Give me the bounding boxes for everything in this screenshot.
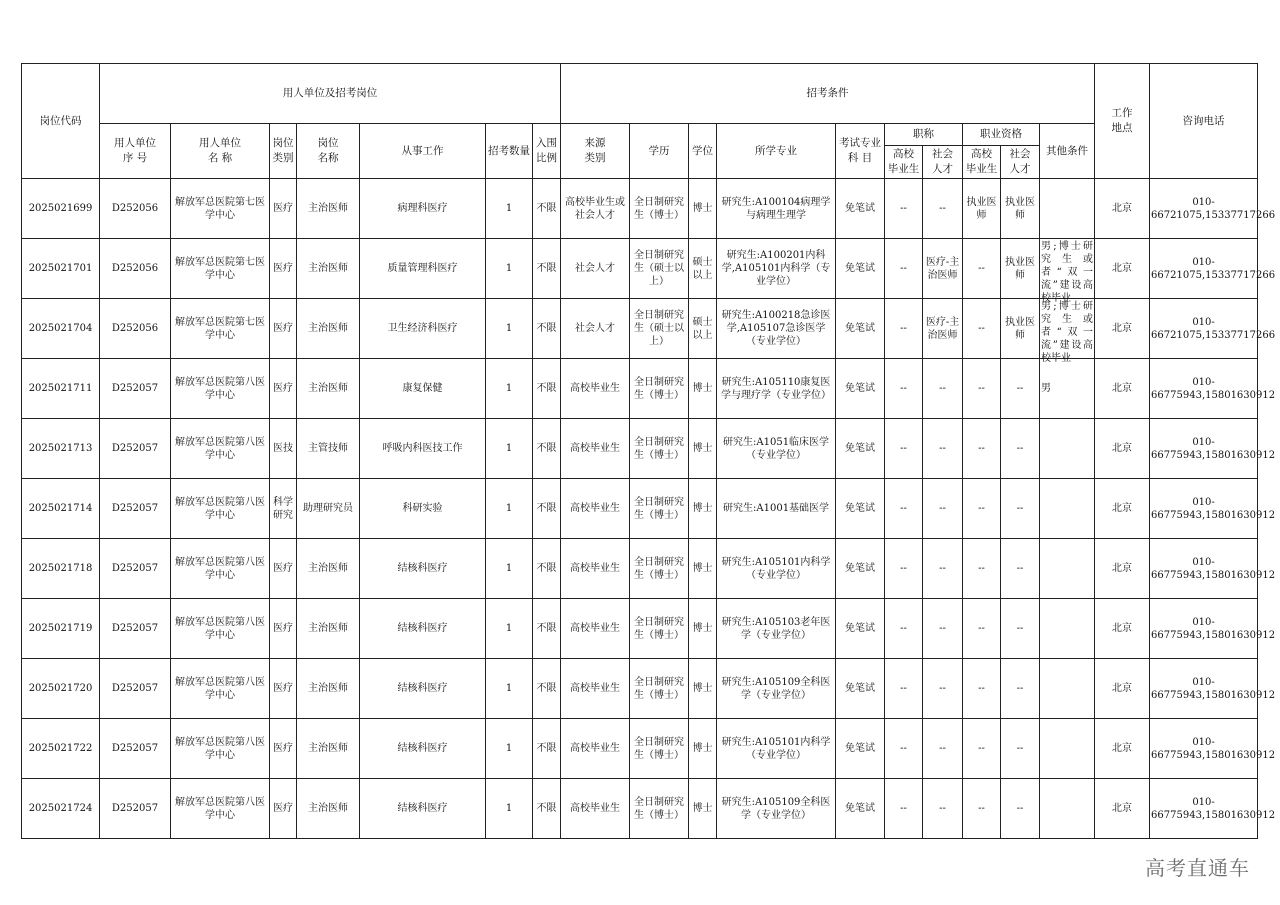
cell-unit-name: 解放军总医院第七医学中心 [171, 239, 270, 299]
header-conditions-group: 招考条件 [561, 64, 1095, 124]
table-row [22, 179, 1258, 239]
table-row [22, 359, 1258, 419]
cell-source: 高校毕业生 [561, 539, 630, 599]
cell-title-social: -- [923, 779, 963, 839]
cell-other [1040, 419, 1095, 479]
table-row [22, 479, 1258, 539]
cell-title-grad: -- [885, 599, 923, 659]
cell-post-type: 科学研究 [270, 479, 297, 539]
table-row [22, 599, 1258, 659]
cell-title-grad: -- [885, 299, 923, 359]
cell-other [1040, 599, 1095, 659]
cell-count: 1 [486, 239, 533, 299]
cell-qual-social: -- [1001, 539, 1040, 599]
cell-post-type: 医疗 [270, 719, 297, 779]
cell-exam: 免笔试 [836, 299, 885, 359]
cell-unit-seq: D252056 [100, 179, 171, 239]
recruitment-table [21, 63, 1276, 839]
cell-title-social: -- [923, 539, 963, 599]
cell-title-grad: -- [885, 239, 923, 299]
cell-post-name: 主治医师 [297, 359, 360, 419]
cell-unit-name: 解放军总医院第八医学中心 [171, 779, 270, 839]
cell-degree: 博士 [689, 539, 717, 599]
header-exam: 考试专业 科 目 [836, 124, 885, 179]
header-location: 工作 地点 [1095, 64, 1150, 179]
cell-qual-grad: -- [963, 779, 1001, 839]
table-row [22, 299, 1258, 359]
cell-work: 结核科医疗 [360, 779, 486, 839]
cell-unit-name: 解放军总医院第八医学中心 [171, 419, 270, 479]
cell-qual-social: -- [1001, 359, 1040, 419]
cell-location: 北京 [1095, 419, 1150, 479]
header-post-code: 岗位代码 [22, 64, 100, 179]
cell-phone: 010-66775943,15801630912 [1150, 419, 1258, 479]
header-unit-name: 用人单位 名 称 [171, 124, 270, 179]
cell-post-type: 医疗 [270, 179, 297, 239]
cell-source: 高校毕业生 [561, 779, 630, 839]
header-phone: 咨询电话 [1150, 64, 1258, 179]
cell-unit-seq: D252057 [100, 719, 171, 779]
cell-qual-social: -- [1001, 419, 1040, 479]
cell-other [1040, 239, 1095, 304]
cell-source: 高校毕业生 [561, 719, 630, 779]
cell-major: 研究生:A100201内科学,A105101内科学（专业学位） [717, 239, 836, 299]
cell-work: 呼吸内科医技工作 [360, 419, 486, 479]
cell-post-code: 2025021724 [22, 779, 100, 839]
cell-post-code: 2025021701 [22, 239, 100, 299]
cell-unit-name: 解放军总医院第七医学中心 [171, 299, 270, 359]
cell-count: 1 [486, 599, 533, 659]
cell-source: 社会人才 [561, 239, 630, 299]
cell-exam: 免笔试 [836, 659, 885, 719]
cell-education: 全日制研究生（博士） [630, 179, 689, 239]
cell-work: 结核科医疗 [360, 599, 486, 659]
cell-post-type: 医技 [270, 419, 297, 479]
cell-title-grad: -- [885, 359, 923, 419]
cell-major: 研究生:A105103老年医学（专业学位） [717, 599, 836, 659]
cell-exam: 免笔试 [836, 179, 885, 239]
table-body [22, 179, 1276, 839]
header-ratio: 入围 比例 [533, 124, 561, 179]
cell-other [1040, 719, 1095, 779]
cell-exam: 免笔试 [836, 239, 885, 299]
cell-work: 质量管理科医疗 [360, 239, 486, 299]
cell-location: 北京 [1095, 239, 1150, 299]
cell-exam: 免笔试 [836, 719, 885, 779]
cell-source: 高校毕业生 [561, 659, 630, 719]
cell-post-name: 助理研究员 [297, 479, 360, 539]
cell-major: 研究生:A105109全科医学（专业学位） [717, 779, 836, 839]
cell-exam: 免笔试 [836, 479, 885, 539]
cell-degree: 硕士以上 [689, 239, 717, 299]
cell-location: 北京 [1095, 299, 1150, 359]
cell-work: 病理科医疗 [360, 179, 486, 239]
cell-major: 研究生:A105101内科学（专业学位） [717, 539, 836, 599]
cell-major: 研究生:A100104病理学与病理生理学 [717, 179, 836, 239]
cell-major: 研究生:A105101内科学（专业学位） [717, 719, 836, 779]
recruitment-table-page [21, 63, 1276, 839]
table-row [22, 779, 1258, 839]
cell-location: 北京 [1095, 779, 1150, 839]
header-post-type: 岗位 类别 [270, 124, 297, 179]
cell-unit-name: 解放军总医院第八医学中心 [171, 659, 270, 719]
cell-qual-social: 执业医师 [1001, 239, 1040, 299]
cell-location: 北京 [1095, 539, 1150, 599]
header-education: 学历 [630, 124, 689, 179]
watermark-text: 高考直通车 [1145, 856, 1250, 880]
cell-unit-name: 解放军总医院第八医学中心 [171, 719, 270, 779]
cell-qual-social: -- [1001, 719, 1040, 779]
cell-post-name: 主管技师 [297, 419, 360, 479]
table-row [22, 539, 1258, 599]
cell-other [1040, 299, 1095, 364]
cell-qual-grad: 执业医师 [963, 179, 1001, 239]
cell-other-text: 男;博士研究生或者“双一流”建设高校毕业 [1041, 301, 1094, 364]
cell-education: 全日制研究生（博士） [630, 479, 689, 539]
cell-unit-seq: D252057 [100, 479, 171, 539]
cell-post-code: 2025021718 [22, 539, 100, 599]
cell-qual-social: -- [1001, 659, 1040, 719]
cell-work: 科研实验 [360, 479, 486, 539]
header-unit-seq: 用人单位 序 号 [100, 124, 171, 179]
cell-count: 1 [486, 299, 533, 359]
cell-title-social: -- [923, 419, 963, 479]
cell-qual-social: 执业医师 [1001, 299, 1040, 359]
cell-other [1040, 479, 1095, 539]
cell-ratio: 不限 [533, 359, 561, 419]
cell-education: 全日制研究生（博士） [630, 539, 689, 599]
cell-location: 北京 [1095, 179, 1150, 239]
cell-post-type: 医疗 [270, 779, 297, 839]
cell-ratio: 不限 [533, 179, 561, 239]
cell-exam: 免笔试 [836, 359, 885, 419]
cell-ratio: 不限 [533, 539, 561, 599]
cell-post-type: 医疗 [270, 539, 297, 599]
cell-education: 全日制研究生（博士） [630, 719, 689, 779]
cell-title-grad: -- [885, 779, 923, 839]
cell-major: 研究生:A105110康复医学与理疗学（专业学位） [717, 359, 836, 419]
cell-phone: 010-66775943,15801630912 [1150, 539, 1258, 599]
cell-source: 社会人才 [561, 299, 630, 359]
cell-title-social: -- [923, 599, 963, 659]
cell-education: 全日制研究生（博士） [630, 659, 689, 719]
cell-unit-seq: D252057 [100, 539, 171, 599]
cell-phone: 010-66775943,15801630912 [1150, 359, 1258, 419]
cell-other [1040, 779, 1095, 839]
cell-work: 结核科医疗 [360, 719, 486, 779]
cell-count: 1 [486, 179, 533, 239]
cell-major: 研究生:A100218急诊医学,A105107急诊医学（专业学位） [717, 299, 836, 359]
cell-work: 康复保健 [360, 359, 486, 419]
cell-post-code: 2025021713 [22, 419, 100, 479]
cell-ratio: 不限 [533, 719, 561, 779]
cell-other-text: 男 [1041, 383, 1052, 394]
cell-post-code: 2025021704 [22, 299, 100, 359]
cell-title-social: -- [923, 719, 963, 779]
cell-phone: 010-66775943,15801630912 [1150, 659, 1258, 719]
header-other: 其他条件 [1040, 124, 1095, 179]
header-qual-social: 社会 人才 [1001, 146, 1040, 179]
cell-major: 研究生:A1051临床医学（专业学位） [717, 419, 836, 479]
cell-phone: 010-66721075,15337717266 [1150, 179, 1258, 239]
cell-ratio: 不限 [533, 239, 561, 299]
cell-phone: 010-66775943,15801630912 [1150, 599, 1258, 659]
cell-work: 卫生经济科医疗 [360, 299, 486, 359]
cell-degree: 博士 [689, 779, 717, 839]
cell-unit-seq: D252057 [100, 659, 171, 719]
cell-education: 全日制研究生（博士） [630, 359, 689, 419]
cell-qual-grad: -- [963, 299, 1001, 359]
cell-post-name: 主治医师 [297, 299, 360, 359]
header-major: 所学专业 [717, 124, 836, 179]
cell-phone: 010-66721075,15337717266 [1150, 299, 1258, 359]
table-row [22, 239, 1258, 299]
cell-count: 1 [486, 479, 533, 539]
cell-post-type: 医疗 [270, 239, 297, 299]
cell-post-code: 2025021699 [22, 179, 100, 239]
cell-title-grad: -- [885, 719, 923, 779]
cell-work: 结核科医疗 [360, 539, 486, 599]
cell-location: 北京 [1095, 719, 1150, 779]
cell-source: 高校毕业生 [561, 359, 630, 419]
cell-location: 北京 [1095, 479, 1150, 539]
cell-title-social: -- [923, 479, 963, 539]
cell-education: 全日制研究生（博士） [630, 779, 689, 839]
cell-count: 1 [486, 539, 533, 599]
cell-post-name: 主治医师 [297, 179, 360, 239]
cell-major: 研究生:A1001基础医学 [717, 479, 836, 539]
cell-title-grad: -- [885, 419, 923, 479]
header-qualification-group: 职业资格 [963, 124, 1040, 146]
cell-phone: 010-66775943,15801630912 [1150, 779, 1258, 839]
header-degree: 学位 [689, 124, 717, 179]
cell-source: 高校毕业生 [561, 419, 630, 479]
cell-location: 北京 [1095, 599, 1150, 659]
cell-qual-grad: -- [963, 539, 1001, 599]
cell-ratio: 不限 [533, 599, 561, 659]
cell-source: 高校毕业生 [561, 599, 630, 659]
cell-count: 1 [486, 779, 533, 839]
header-title-grad: 高校 毕业生 [885, 146, 923, 179]
cell-post-name: 主治医师 [297, 599, 360, 659]
cell-location: 北京 [1095, 359, 1150, 419]
cell-education: 全日制研究生（硕士以上） [630, 239, 689, 299]
cell-ratio: 不限 [533, 299, 561, 359]
header-title-group: 职称 [885, 124, 963, 146]
cell-degree: 博士 [689, 659, 717, 719]
cell-education: 全日制研究生（博士） [630, 599, 689, 659]
header-post-name: 岗位 名称 [297, 124, 360, 179]
cell-post-code: 2025021722 [22, 719, 100, 779]
table-row [22, 419, 1258, 479]
cell-title-social: -- [923, 359, 963, 419]
cell-post-code: 2025021719 [22, 599, 100, 659]
cell-qual-social: -- [1001, 479, 1040, 539]
cell-exam: 免笔试 [836, 779, 885, 839]
cell-education: 全日制研究生（硕士以上） [630, 299, 689, 359]
cell-unit-name: 解放军总医院第七医学中心 [171, 179, 270, 239]
cell-unit-seq: D252057 [100, 599, 171, 659]
cell-title-grad: -- [885, 659, 923, 719]
header-source: 来源 类别 [561, 124, 630, 179]
cell-title-social: 医疗-主治医师 [923, 299, 963, 359]
cell-other-text: 男;博士研究生或者“双一流”建设高校毕业 [1041, 241, 1094, 304]
cell-degree: 博士 [689, 479, 717, 539]
cell-unit-seq: D252056 [100, 239, 171, 299]
cell-ratio: 不限 [533, 479, 561, 539]
header-qual-grad: 高校 毕业生 [963, 146, 1001, 179]
cell-unit-name: 解放军总医院第八医学中心 [171, 479, 270, 539]
cell-other [1040, 179, 1095, 239]
cell-other [1040, 659, 1095, 719]
cell-qual-grad: -- [963, 719, 1001, 779]
cell-degree: 博士 [689, 419, 717, 479]
cell-post-type: 医疗 [270, 299, 297, 359]
cell-qual-social: 执业医师 [1001, 179, 1040, 239]
cell-count: 1 [486, 419, 533, 479]
cell-degree: 博士 [689, 359, 717, 419]
cell-post-name: 主治医师 [297, 719, 360, 779]
cell-title-social: -- [923, 179, 963, 239]
cell-post-type: 医疗 [270, 359, 297, 419]
cell-unit-name: 解放军总医院第八医学中心 [171, 359, 270, 419]
cell-qual-grad: -- [963, 659, 1001, 719]
cell-unit-seq: D252057 [100, 359, 171, 419]
cell-count: 1 [486, 359, 533, 419]
cell-ratio: 不限 [533, 779, 561, 839]
cell-post-name: 主治医师 [297, 659, 360, 719]
cell-qual-grad: -- [963, 479, 1001, 539]
cell-post-code: 2025021720 [22, 659, 100, 719]
cell-post-name: 主治医师 [297, 239, 360, 299]
cell-qual-social: -- [1001, 599, 1040, 659]
cell-other [1040, 359, 1095, 419]
cell-post-code: 2025021714 [22, 479, 100, 539]
cell-unit-seq: D252057 [100, 779, 171, 839]
cell-phone: 010-66721075,15337717266 [1150, 239, 1258, 299]
header-work: 从事工作 [360, 124, 486, 179]
cell-ratio: 不限 [533, 659, 561, 719]
cell-post-code: 2025021711 [22, 359, 100, 419]
cell-title-social: -- [923, 659, 963, 719]
header-unit-group: 用人单位及招考岗位 [100, 64, 561, 124]
cell-qual-grad: -- [963, 419, 1001, 479]
cell-unit-name: 解放军总医院第八医学中心 [171, 599, 270, 659]
cell-other [1040, 539, 1095, 599]
cell-location: 北京 [1095, 659, 1150, 719]
cell-phone: 010-66775943,15801630912 [1150, 479, 1258, 539]
cell-phone: 010-66775943,15801630912 [1150, 719, 1258, 779]
cell-post-name: 主治医师 [297, 779, 360, 839]
cell-title-grad: -- [885, 179, 923, 239]
cell-qual-grad: -- [963, 239, 1001, 299]
cell-title-grad: -- [885, 539, 923, 599]
cell-title-social: 医疗-主治医师 [923, 239, 963, 299]
cell-unit-seq: D252056 [100, 299, 171, 359]
cell-count: 1 [486, 719, 533, 779]
header-title-social: 社会 人才 [923, 146, 963, 179]
cell-qual-grad: -- [963, 359, 1001, 419]
cell-source: 高校毕业生 [561, 479, 630, 539]
cell-qual-grad: -- [963, 599, 1001, 659]
table-row [22, 719, 1258, 779]
cell-major: 研究生:A105109全科医学（专业学位） [717, 659, 836, 719]
cell-unit-seq: D252057 [100, 419, 171, 479]
cell-degree: 博士 [689, 719, 717, 779]
header-count: 招考数量 [486, 124, 533, 179]
cell-degree: 博士 [689, 179, 717, 239]
cell-source: 高校毕业生或社会人才 [561, 179, 630, 239]
cell-qual-social: -- [1001, 779, 1040, 839]
cell-degree: 硕士以上 [689, 299, 717, 359]
cell-exam: 免笔试 [836, 599, 885, 659]
cell-post-type: 医疗 [270, 659, 297, 719]
cell-title-grad: -- [885, 479, 923, 539]
cell-exam: 免笔试 [836, 419, 885, 479]
cell-post-type: 医疗 [270, 599, 297, 659]
cell-exam: 免笔试 [836, 539, 885, 599]
table-row [22, 659, 1258, 719]
cell-post-name: 主治医师 [297, 539, 360, 599]
cell-ratio: 不限 [533, 419, 561, 479]
cell-unit-name: 解放军总医院第八医学中心 [171, 539, 270, 599]
cell-education: 全日制研究生（博士） [630, 419, 689, 479]
cell-work: 结核科医疗 [360, 659, 486, 719]
cell-degree: 博士 [689, 599, 717, 659]
cell-count: 1 [486, 659, 533, 719]
